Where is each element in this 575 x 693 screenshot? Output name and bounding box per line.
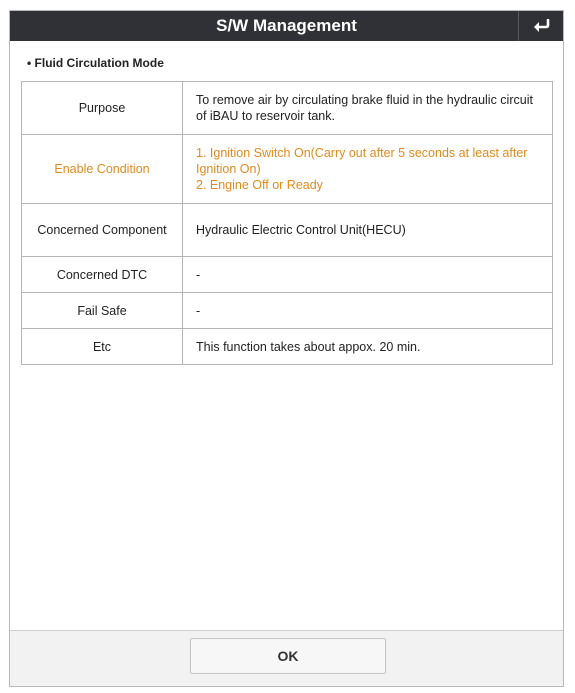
- row-value: [183, 204, 553, 257]
- row-value-line: 2. Engine Off or Ready: [196, 178, 323, 192]
- row-value: [183, 293, 553, 329]
- row-label: Concerned Component: [22, 204, 183, 257]
- row-value-line: This function takes about appox. 20 min.: [196, 339, 421, 354]
- table-row: [22, 329, 553, 365]
- row-label: Purpose: [22, 82, 183, 135]
- page-title: S/W Management: [216, 16, 357, 35]
- row-value: [183, 329, 553, 365]
- section-heading: • Fluid Circulation Mode: [27, 56, 164, 70]
- row-label: Etc: [22, 329, 183, 365]
- row-label: Fail Safe: [22, 293, 183, 329]
- table-row: [22, 257, 553, 293]
- title-bar: [10, 11, 563, 41]
- row-label: Concerned DTC: [22, 257, 183, 293]
- info-table: [21, 81, 553, 365]
- table-row: [22, 204, 553, 257]
- row-value: [183, 82, 553, 135]
- row-value-line: Hydraulic Electric Control Unit(HECU): [196, 223, 406, 237]
- dialog-window: [9, 10, 564, 687]
- table-row: [22, 82, 553, 135]
- row-value-line: -: [196, 267, 201, 282]
- row-value-line: 1. Ignition Switch On(Carry out after 5 seconds at least after Ignition On): [196, 146, 528, 176]
- row-label: Enable Condition: [22, 135, 183, 204]
- ok-button[interactable]: OK: [190, 638, 386, 674]
- table-row: [22, 135, 553, 204]
- row-value-line: To remove air by circulating brake fluid in the hydraulic circuit of iBAU to reservoir tank.: [196, 93, 533, 123]
- row-value-line: -: [196, 303, 201, 318]
- back-button[interactable]: [518, 11, 563, 41]
- return-arrow-icon: [531, 19, 551, 33]
- row-value: [183, 135, 553, 204]
- footer-bar: [10, 630, 563, 686]
- table-row: [22, 293, 553, 329]
- row-value: [183, 257, 553, 293]
